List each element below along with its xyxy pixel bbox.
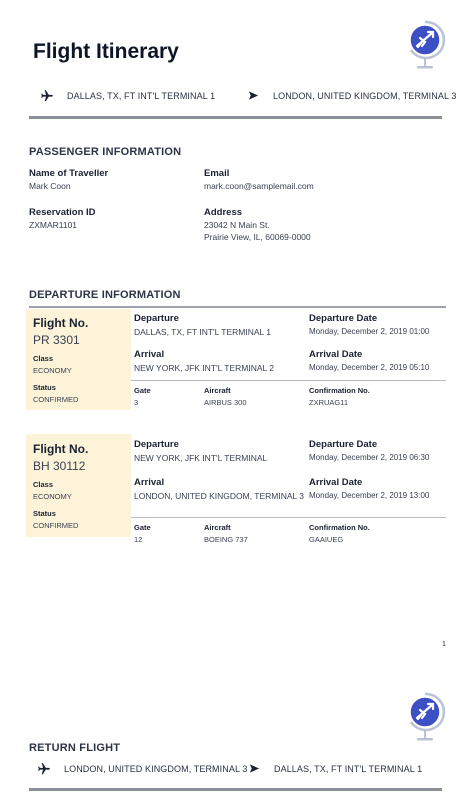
confirmation-value: GAAIUEG [309,535,344,544]
address-line2: Prairie View, IL, 60069-0000 [204,232,311,242]
departure-date-value: Monday, December 2, 2019 06:30 [309,453,430,462]
airplane-icon [40,89,54,103]
status-value: CONFIRMED [33,395,79,404]
header-divider [29,116,442,119]
page-number: 1 [442,641,446,648]
address-line1: 23042 N Main St. [204,220,270,230]
arrival-date-value: Monday, December 2, 2019 05:10 [309,363,430,372]
departure-date-value: Monday, December 2, 2019 01:00 [309,327,430,336]
departure-value: DALLAS, TX, FT INT'L TERMINAL 1 [134,327,272,337]
gate-value: 3 [134,398,139,407]
confirmation-label: Confirmation No. [309,523,370,532]
status-value: CONFIRMED [33,521,79,530]
aircraft-value: AIRBUS 300 [204,398,247,407]
flight-no-label: Flight No. [33,316,89,330]
class-value: ECONOMY [33,492,72,501]
passenger-section-title: PASSENGER INFORMATION [29,146,182,158]
return-section-title: RETURN FLIGHT [29,742,121,754]
arrival-label: Arrival [134,477,165,488]
flight-no-value: PR 3301 [33,333,80,347]
class-value: ECONOMY [33,366,72,375]
airplane-icon [37,762,51,776]
return-origin: LONDON, UNITED KINGDOM, TERMINAL 3 [64,764,248,774]
flight-divider [131,380,446,381]
class-label: Class [33,480,54,489]
class-label: Class [33,354,54,363]
paper-plane-arrow-icon [248,90,259,101]
departure-divider [29,306,446,308]
name-label: Name of Traveller [29,168,109,179]
departure-value: NEW YORK, JFK INT'L TERMINAL [134,453,268,463]
reservation-value: ZXMAR1101 [29,220,78,230]
gate-label: Gate [134,523,151,532]
arrival-date-value: Monday, December 2, 2019 13:00 [309,491,430,500]
header-origin: DALLAS, TX, FT INT'L TERMINAL 1 [67,91,216,101]
status-label: Status [33,383,56,392]
flight-divider [131,517,446,518]
departure-label: Departure [134,439,179,450]
gate-value: 12 [134,535,143,544]
paper-plane-arrow-icon [249,763,260,774]
name-value: Mark Coon [29,181,71,191]
departure-section-title: DEPARTURE INFORMATION [29,289,181,301]
flight-no-value: BH 30112 [33,459,86,473]
email-value: mark.coon@samplemail.com [204,181,314,191]
header-destination: LONDON, UNITED KINGDOM, TERMINAL 3 [273,91,457,101]
arrival-date-label: Arrival Date [309,477,363,488]
arrival-label: Arrival [134,349,165,360]
page-title: Flight Itinerary [33,40,179,63]
departure-date-label: Departure Date [309,439,378,450]
globe-airplane-icon [405,16,445,72]
status-label: Status [33,509,56,518]
arrival-value: NEW YORK, JFK INT'L TERMINAL 2 [134,363,275,373]
confirmation-label: Confirmation No. [309,386,370,395]
arrival-date-label: Arrival Date [309,349,363,360]
aircraft-value: BOEING 737 [204,535,248,544]
flight-no-label: Flight No. [33,442,89,456]
reservation-label: Reservation ID [29,207,96,218]
return-destination: DALLAS, TX, FT INT'L TERMINAL 1 [274,764,423,774]
gate-label: Gate [134,386,151,395]
aircraft-label: Aircraft [204,523,231,532]
address-label: Address [204,207,243,218]
globe-airplane-icon [405,688,445,744]
return-divider [29,788,442,791]
email-label: Email [204,168,230,179]
aircraft-label: Aircraft [204,386,231,395]
arrival-value: LONDON, UNITED KINGDOM, TERMINAL 3 [134,491,305,501]
departure-date-label: Departure Date [309,313,378,324]
departure-label: Departure [134,313,179,324]
confirmation-value: ZXRUAG11 [309,398,349,407]
